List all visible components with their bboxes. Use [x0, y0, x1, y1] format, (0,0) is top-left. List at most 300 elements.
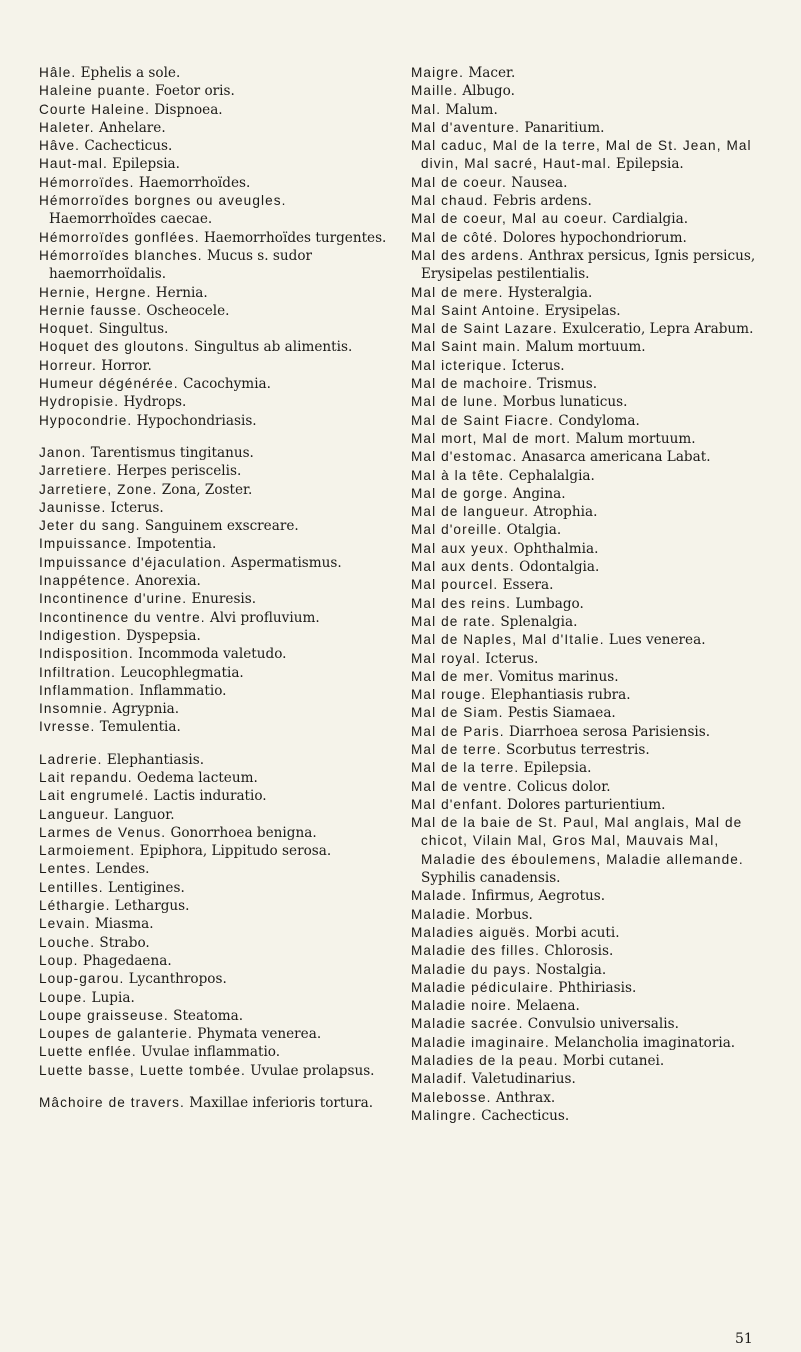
- dictionary-entry: [411, 979, 767, 997]
- entry-translation: Agrypnia.: [112, 701, 180, 718]
- entry-translation: Angina.: [512, 485, 566, 502]
- entry-headword: Hernie, Hergne.: [39, 284, 152, 300]
- entry-headword: Mal de la terre.: [411, 760, 520, 776]
- dictionary-entry: [39, 375, 395, 393]
- entry-translation: Infirmus, Aegrotus.: [471, 888, 606, 905]
- dictionary-entry: [39, 879, 395, 897]
- entry-headword: Luette enflée.: [39, 1044, 137, 1060]
- dictionary-entry: [39, 897, 395, 915]
- entry-translation: Impotentia.: [136, 536, 217, 553]
- entry-headword: Langueur.: [39, 806, 110, 822]
- dictionary-entry: [411, 521, 767, 539]
- entry-headword: Maladie des filles.: [411, 943, 540, 959]
- dictionary-entry: [411, 448, 767, 466]
- dictionary-entry: [39, 1007, 395, 1025]
- entry-translation: Hypochondriasis.: [136, 412, 257, 429]
- dictionary-entry: [411, 1107, 767, 1125]
- dictionary-entry: [411, 302, 767, 320]
- dictionary-entry: [39, 155, 395, 173]
- entry-headword: Mal à la tête.: [411, 467, 505, 483]
- entry-headword: Mal des ardens.: [411, 247, 525, 263]
- section-gap: [39, 430, 395, 444]
- dictionary-entry: [39, 934, 395, 952]
- dictionary-entry: [411, 814, 767, 887]
- dictionary-entry: [39, 1094, 395, 1112]
- dictionary-entry: [39, 462, 395, 480]
- dictionary-entry: [39, 554, 395, 572]
- entry-headword: Hypocondrie.: [39, 412, 133, 428]
- dictionary-entry: [39, 444, 395, 462]
- entry-translation: Alvi profluvium.: [209, 609, 320, 626]
- entry-translation: Mucus s. sudor haemorrhoïdalis.: [49, 247, 313, 283]
- entry-headword: Maladies aiguës.: [411, 924, 531, 940]
- dictionary-entry: [39, 590, 395, 608]
- entry-headword: Mal de ventre.: [411, 778, 513, 794]
- entry-headword: Malingre.: [411, 1107, 477, 1123]
- dictionary-entry: [39, 806, 395, 824]
- dictionary-entry: [411, 924, 767, 942]
- dictionary-entry: [411, 540, 767, 558]
- entry-headword: Jaunisse.: [39, 499, 107, 515]
- entry-translation: Melancholia imaginatoria.: [554, 1034, 736, 1051]
- entry-translation: Sanguinem exscreare.: [144, 518, 299, 535]
- dictionary-entry: [411, 338, 767, 356]
- entry-headword: Loupe.: [39, 989, 88, 1005]
- dictionary-entry: [411, 1015, 767, 1033]
- entry-headword: Mal rouge.: [411, 687, 487, 703]
- entry-translation: Cephalalgia.: [508, 467, 595, 484]
- entry-headword: Mal de gorge.: [411, 485, 509, 501]
- dictionary-entry: [39, 627, 395, 645]
- dictionary-entry: [411, 796, 767, 814]
- entry-translation: Oedema lacteum.: [137, 769, 258, 786]
- entry-translation: Incommoda valetudo.: [138, 646, 287, 663]
- entry-translation: Temulentia.: [99, 719, 181, 736]
- entry-headword: Maladie du pays.: [411, 961, 532, 977]
- dictionary-entry: [411, 467, 767, 485]
- entry-headword: Haleter.: [39, 119, 95, 135]
- entry-headword: Jeter du sang.: [39, 518, 141, 534]
- dictionary-entry: [39, 499, 395, 517]
- entry-headword: Louche.: [39, 934, 96, 950]
- dictionary-entry: [39, 82, 395, 100]
- entry-translation: Diarrhoea serosa Parisiensis.: [508, 723, 711, 740]
- dictionary-entry: [39, 1062, 395, 1080]
- dictionary-entry: [39, 535, 395, 553]
- entry-translation: Hysteralgia.: [507, 284, 593, 301]
- entry-translation: Syphilis canadensis.: [421, 870, 561, 887]
- dictionary-entry: [411, 887, 767, 905]
- entry-headword: Maladif.: [411, 1071, 468, 1087]
- entry-headword: Mal de la baie de St. Paul, Mal anglais, Mal de chicot, Vilain Mal, Gros Mal, Mauvais Mal, Maladie des éboulemens, Maladie allemande.: [411, 815, 744, 867]
- entry-headword: Lentilles.: [39, 879, 104, 895]
- page-number: 51: [735, 1331, 753, 1347]
- dictionary-entry: [411, 997, 767, 1015]
- entry-translation: Epilepsia.: [615, 156, 684, 173]
- entry-translation: Lumbago.: [515, 595, 584, 612]
- dictionary-entry: [39, 357, 395, 375]
- entry-headword: Maladie imaginaire.: [411, 1034, 550, 1050]
- entry-translation: Ephelis a sole.: [80, 65, 181, 81]
- entry-translation: Phthiriasis.: [558, 979, 637, 996]
- dictionary-entry: [411, 430, 767, 448]
- dictionary-entry: [411, 174, 767, 192]
- left-column: [39, 64, 395, 1112]
- dictionary-entry: [39, 284, 395, 302]
- entry-headword: Loupe graisseuse.: [39, 1007, 169, 1023]
- entry-headword: Maladie pédiculaire.: [411, 979, 554, 995]
- entry-translation: Exulceratio, Lepra Arabum.: [562, 321, 754, 338]
- entry-headword: Hémorroïdes gonflées.: [39, 229, 200, 245]
- entry-translation: Epilepsia.: [523, 760, 592, 777]
- entry-translation: Morbus.: [475, 906, 533, 923]
- entry-translation: Melaena.: [516, 998, 580, 1015]
- entry-translation: Valetudinarius.: [471, 1071, 576, 1088]
- entry-translation: Condyloma.: [558, 412, 640, 429]
- entry-headword: Mâchoire de travers.: [39, 1095, 185, 1111]
- entry-translation: Otalgia.: [506, 522, 562, 539]
- entry-translation: Anorexia.: [135, 573, 201, 590]
- dictionary-entry: [411, 613, 767, 631]
- dictionary-entry: [411, 704, 767, 722]
- entry-headword: Léthargie.: [39, 898, 111, 914]
- entry-headword: Maladie sacrée.: [411, 1016, 524, 1032]
- entry-translation: Uvulae prolapsus.: [250, 1062, 375, 1079]
- entry-headword: Malebosse.: [411, 1089, 492, 1105]
- dictionary-entry: [39, 572, 395, 590]
- dictionary-entry: [411, 759, 767, 777]
- entry-headword: Courte Haleine.: [39, 101, 150, 117]
- entry-headword: Maladie.: [411, 906, 472, 922]
- entry-translation: Dyspepsia.: [126, 627, 201, 644]
- dictionary-entry: [411, 686, 767, 704]
- dictionary-entry: [411, 576, 767, 594]
- entry-translation: Morbi acuti.: [534, 924, 620, 941]
- entry-translation: Enuresis.: [191, 591, 257, 608]
- entry-translation: Ophthalmia.: [513, 540, 599, 557]
- entry-headword: Mal d'aventure.: [411, 119, 521, 135]
- entry-headword: Impuissance d'éjaculation.: [39, 554, 227, 570]
- entry-headword: Mal d'oreille.: [411, 522, 503, 538]
- entry-headword: Haut-mal.: [39, 156, 108, 172]
- entry-headword: Mal de Paris.: [411, 723, 505, 739]
- entry-translation: Albugo.: [462, 83, 515, 100]
- dictionary-entry: [39, 302, 395, 320]
- dictionary-entry: [411, 942, 767, 960]
- entry-translation: Inflammatio.: [139, 682, 227, 699]
- dictionary-entry: [39, 609, 395, 627]
- entry-headword: Mal de langueur.: [411, 504, 530, 520]
- entry-translation: Singultus.: [98, 321, 169, 338]
- dictionary-entry: [39, 517, 395, 535]
- entry-headword: Mal Saint main.: [411, 339, 522, 355]
- entry-headword: Larmoiement.: [39, 843, 136, 859]
- entry-headword: Maille.: [411, 83, 458, 99]
- dictionary-entry: [411, 119, 767, 137]
- entry-translation: Elephantiasis.: [106, 751, 205, 768]
- entry-translation: Anthrax persicus, Ignis persicus, Erysipelas pestilentialis.: [421, 247, 756, 283]
- dictionary-entry: [411, 1089, 767, 1107]
- entry-headword: Humeur dégénérée.: [39, 376, 179, 392]
- entry-headword: Maladie noire.: [411, 998, 512, 1014]
- dictionary-entry: [39, 824, 395, 842]
- entry-translation: Malum mortuum.: [525, 339, 646, 356]
- entry-translation: Lentigines.: [107, 879, 185, 896]
- section-gap: [39, 737, 395, 751]
- entry-headword: Mal de Saint Fiacre.: [411, 412, 554, 428]
- dictionary-entry: [411, 668, 767, 686]
- entry-headword: Incontinence du ventre.: [39, 609, 206, 625]
- entry-headword: Maladies de la peau.: [411, 1053, 559, 1069]
- dictionary-entry: [39, 137, 395, 155]
- entry-translation: Colicus dolor.: [516, 778, 611, 795]
- entry-headword: Hâle.: [39, 65, 77, 80]
- entry-headword: Malade.: [411, 888, 468, 904]
- entry-translation: Convulsio universalis.: [527, 1016, 679, 1033]
- entry-translation: Chlorosis.: [544, 943, 614, 960]
- dictionary-entry: [411, 412, 767, 430]
- entry-headword: Lait engrumelé.: [39, 788, 150, 804]
- dictionary-entry: [39, 700, 395, 718]
- entry-translation: Lycanthropos.: [128, 971, 227, 988]
- entry-translation: Uvulae inflammatio.: [141, 1044, 281, 1061]
- entry-translation: Malum.: [445, 101, 498, 118]
- entry-headword: Larmes de Venus.: [39, 824, 167, 840]
- entry-translation: Icterus.: [110, 499, 164, 516]
- dictionary-entry: [39, 481, 395, 499]
- entry-translation: Phymata venerea.: [197, 1026, 322, 1043]
- entry-translation: Panaritium.: [524, 119, 605, 136]
- entry-translation: Icterus.: [485, 650, 539, 667]
- entry-translation: Haemorrhoïdes.: [138, 174, 251, 191]
- entry-translation: Zona, Zoster.: [161, 481, 253, 498]
- entry-translation: Herpes periscelis.: [116, 463, 242, 480]
- entry-translation: Anhelare.: [98, 119, 166, 136]
- entry-headword: Mal de Saint Lazare.: [411, 321, 558, 337]
- entry-headword: Loupes de galanterie.: [39, 1026, 193, 1042]
- entry-translation: Malum mortuum.: [575, 430, 696, 447]
- dictionary-entry: [411, 393, 767, 411]
- dictionary-entry: [411, 284, 767, 302]
- entry-translation: Morbi cutanei.: [562, 1053, 665, 1070]
- entry-headword: Hâve.: [39, 138, 81, 154]
- entry-translation: Leucophlegmatia.: [120, 664, 244, 681]
- entry-translation: Atrophia.: [533, 504, 598, 521]
- entry-headword: Hémorroïdes borgnes ou aveugles.: [39, 193, 287, 209]
- entry-headword: Mal royal.: [411, 650, 481, 666]
- entry-headword: Horreur.: [39, 357, 97, 373]
- dictionary-entry: [411, 650, 767, 668]
- entry-translation: Erysipelas.: [544, 302, 621, 319]
- dictionary-entry: [411, 595, 767, 613]
- entry-translation: Aspermatismus.: [230, 554, 342, 571]
- dictionary-entry: [39, 1025, 395, 1043]
- entry-headword: Inflammation.: [39, 682, 135, 698]
- dictionary-entry: [39, 393, 395, 411]
- entry-headword: Mal de coeur.: [411, 174, 507, 190]
- entry-translation: Haemorrhoïdes caecae.: [49, 211, 213, 228]
- dictionary-entry: [39, 787, 395, 805]
- entry-translation: Scorbutus terrestris.: [505, 741, 650, 758]
- entry-translation: Steatoma.: [173, 1007, 244, 1024]
- entry-translation: Cachecticus.: [481, 1107, 570, 1124]
- entry-headword: Mal de mere.: [411, 284, 504, 300]
- entry-translation: Essera.: [502, 577, 554, 594]
- entry-headword: Mal mort, Mal de mort.: [411, 430, 572, 446]
- entry-translation: Epiphora, Lippitudo serosa.: [139, 843, 332, 860]
- right-column: [411, 64, 767, 1125]
- entry-headword: Mal pourcel.: [411, 577, 499, 593]
- entry-translation: Tarentismus tingitanus.: [90, 444, 254, 461]
- dictionary-entry: [411, 503, 767, 521]
- entry-translation: Gonorrhoea benigna.: [170, 824, 317, 841]
- dictionary-entry: [411, 741, 767, 759]
- entry-headword: Insomnie.: [39, 701, 108, 717]
- entry-headword: Lait repandu.: [39, 769, 133, 785]
- entry-headword: Loup.: [39, 952, 79, 968]
- entry-translation: Hernia.: [155, 284, 208, 301]
- dictionary-entry: [411, 192, 767, 210]
- dictionary-entry: [39, 412, 395, 430]
- entry-headword: Impuissance.: [39, 536, 133, 552]
- entry-headword: Lentes.: [39, 861, 92, 877]
- entry-translation: Macer.: [468, 65, 516, 81]
- entry-headword: Mal de machoire.: [411, 376, 533, 392]
- dictionary-entry: [411, 1052, 767, 1070]
- entry-headword: Levain.: [39, 916, 91, 932]
- entry-translation: Anasarca americana Labat.: [521, 449, 711, 466]
- entry-headword: Mal aux yeux.: [411, 540, 510, 556]
- entry-headword: Ivresse.: [39, 719, 96, 735]
- dictionary-entry: [411, 1070, 767, 1088]
- dictionary-entry: [411, 137, 767, 174]
- entry-headword: Mal de rate.: [411, 613, 496, 629]
- dictionary-entry: [411, 375, 767, 393]
- entry-translation: Elephantiasis rubra.: [490, 687, 631, 704]
- entry-headword: Mal de Siam.: [411, 705, 504, 721]
- dictionary-entry: [39, 174, 395, 192]
- entry-headword: Janon.: [39, 444, 87, 460]
- entry-headword: Mal des reins.: [411, 595, 512, 611]
- entry-translation: Epilepsia.: [112, 156, 180, 173]
- entry-headword: Infiltration.: [39, 664, 117, 680]
- entry-translation: Languor.: [113, 806, 175, 823]
- entry-translation: Trismus.: [537, 376, 598, 393]
- dictionary-entry: [39, 682, 395, 700]
- entry-headword: Inappétence.: [39, 573, 131, 589]
- entry-headword: Indigestion.: [39, 627, 122, 643]
- entry-headword: Hoquet des gloutons.: [39, 339, 190, 355]
- dictionary-entry: [39, 989, 395, 1007]
- entry-headword: Luette basse, Luette tombée.: [39, 1062, 246, 1078]
- dictionary-entry: [39, 320, 395, 338]
- dictionary-entry: [39, 718, 395, 736]
- entry-headword: Ladrerie.: [39, 751, 103, 767]
- entry-translation: Lendes.: [95, 861, 150, 878]
- entry-headword: Mal de mer.: [411, 668, 495, 684]
- entry-translation: Lupia.: [91, 989, 135, 1006]
- dictionary-entry: [411, 631, 767, 649]
- entry-translation: Phagedaena.: [82, 952, 172, 969]
- entry-translation: Maxillae inferioris tortura.: [189, 1095, 374, 1112]
- entry-translation: Lactis induratio.: [153, 788, 267, 805]
- entry-headword: Maigre.: [411, 65, 465, 80]
- section-gap: [39, 1080, 395, 1094]
- dictionary-entry: [411, 64, 767, 82]
- entry-translation: Miasma.: [94, 916, 154, 933]
- dictionary-entry: [39, 970, 395, 988]
- dictionary-entry: [39, 664, 395, 682]
- dictionary-entry: [411, 723, 767, 741]
- entry-translation: Haemorrhoïdes turgentes.: [203, 229, 387, 246]
- dictionary-entry: [39, 338, 395, 356]
- entry-translation: Strabo.: [99, 934, 150, 951]
- entry-headword: Mal caduc, Mal de la terre, Mal de St. Jean, Mal divin, Mal sacré, Haut-mal.: [411, 138, 752, 172]
- dictionary-entry: [411, 357, 767, 375]
- entry-headword: Loup-garou.: [39, 971, 125, 987]
- dictionary-entry: [39, 645, 395, 663]
- dictionary-entry: [411, 101, 767, 119]
- entry-translation: Dolores parturientium.: [507, 796, 666, 813]
- dictionary-entry: [39, 751, 395, 769]
- dictionary-entry: [411, 1034, 767, 1052]
- entry-translation: Nausea.: [511, 174, 568, 191]
- entry-translation: Nostalgia.: [535, 961, 607, 978]
- dictionary-entry: [411, 961, 767, 979]
- entry-translation: Pestis Siamaea.: [507, 705, 616, 722]
- entry-headword: Mal Saint Antoine.: [411, 302, 541, 318]
- dictionary-entry: [411, 485, 767, 503]
- entry-headword: Mal de lune.: [411, 394, 499, 410]
- entry-headword: Hoquet.: [39, 321, 95, 337]
- entry-headword: Mal de terre.: [411, 741, 502, 757]
- dictionary-entry: [411, 82, 767, 100]
- entry-translation: Oscheocele.: [146, 302, 230, 319]
- dictionary-entry: [411, 558, 767, 576]
- entry-translation: Horror.: [101, 357, 152, 374]
- dictionary-entry: [39, 842, 395, 860]
- entry-headword: Hémorroïdes blanches.: [39, 247, 203, 263]
- dictionary-entry: [39, 1043, 395, 1061]
- entry-translation: Icterus.: [511, 357, 565, 374]
- entry-translation: Anthrax.: [495, 1089, 556, 1106]
- entry-headword: Mal chaud.: [411, 193, 489, 209]
- entry-headword: Indisposition.: [39, 646, 134, 662]
- dictionary-entry: [411, 210, 767, 228]
- dictionary-entry: [411, 906, 767, 924]
- dictionary-entry: [39, 101, 395, 119]
- entry-headword: Mal de Naples, Mal d'Italie.: [411, 632, 605, 648]
- dictionary-entry: [39, 860, 395, 878]
- entry-headword: Hernie fausse.: [39, 302, 143, 318]
- dictionary-entry: [411, 247, 767, 284]
- entry-translation: Dispnoea.: [154, 101, 223, 118]
- entry-headword: Haleine puante.: [39, 83, 151, 99]
- entry-translation: Morbus lunaticus.: [502, 394, 628, 411]
- entry-translation: Hydrops.: [123, 394, 187, 411]
- entry-translation: Foetor oris.: [155, 83, 235, 100]
- entry-translation: Singultus ab alimentis.: [193, 339, 353, 356]
- dictionary-entry: [39, 64, 395, 82]
- entry-headword: Incontinence d'urine.: [39, 591, 188, 607]
- entry-translation: Cardialgia.: [612, 211, 689, 228]
- entry-translation: Dolores hypochondriorum.: [502, 229, 687, 246]
- entry-headword: Hémorroïdes.: [39, 174, 135, 190]
- dictionary-entry: [39, 229, 395, 247]
- entry-translation: Lues venerea.: [608, 632, 706, 649]
- dictionary-entry: [411, 778, 767, 796]
- entry-headword: Mal d'enfant.: [411, 796, 503, 812]
